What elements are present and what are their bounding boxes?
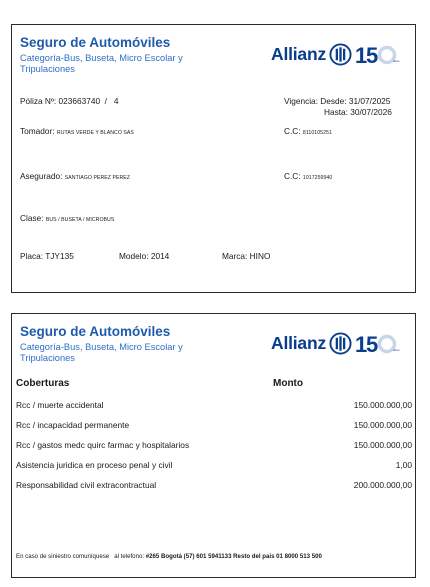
amount-header: Monto	[273, 378, 303, 389]
coverage-row	[16, 420, 412, 432]
coverage-name: Responsabilidad civil extracontractual	[16, 480, 157, 490]
coverage-name: Rcc / muerte accidental	[16, 400, 104, 410]
svg-text:1: 1	[355, 332, 368, 356]
anniversary-150-mark	[355, 41, 401, 67]
coverage-row	[16, 400, 412, 412]
svg-text:años: años	[393, 59, 400, 63]
coverage-amount: 150.000.000,00	[353, 420, 412, 430]
coverage-row	[16, 480, 412, 492]
coverage-row	[16, 440, 412, 452]
vehicle-model: Modelo: 2014	[119, 251, 170, 261]
coverages-header: Coberturas	[16, 378, 70, 389]
policyholder: Tomador: RUTAS VERDE Y BLANCO SAS	[20, 126, 134, 136]
brand-name: Allianz	[271, 43, 326, 64]
svg-text:5: 5	[366, 43, 379, 67]
validity-from: Vigencia: Desde: 31/07/2025	[284, 96, 391, 106]
vehicle-brand: Marca: HINO	[222, 251, 271, 261]
card-title: Seguro de Automóviles	[20, 35, 171, 50]
card-subtitle: Categoría-Bus, Buseta, Micro Escolar y Tripulaciones	[20, 342, 183, 363]
coverage-card	[11, 313, 416, 578]
validity-to: Hasta: 30/07/2026	[324, 107, 392, 117]
policyholder-id: C.C: 8110105251	[284, 126, 332, 136]
card-title: Seguro de Automóviles	[20, 324, 171, 339]
vehicle-plate: Placa: TJY135	[20, 251, 74, 261]
coverage-amount: 1,00	[395, 460, 412, 470]
svg-text:1: 1	[355, 43, 368, 67]
coverage-name: Rcc / incapacidad permanente	[16, 420, 130, 430]
insured: Asegurado: SANTIAGO PEREZ PEREZ	[20, 171, 131, 181]
vehicle-class: Clase: BUS / BUSETA / MICROBUS	[20, 213, 115, 223]
coverage-row	[16, 460, 412, 472]
svg-text:años: años	[393, 348, 400, 352]
coverage-name: Rcc / gastos medc quirc farmac y hospitalarios	[16, 440, 190, 450]
anniversary-150-mark	[355, 330, 401, 356]
brand-name: Allianz	[271, 332, 326, 353]
allianz-eagle-icon	[329, 332, 352, 355]
allianz-logo	[271, 330, 401, 356]
policy-number: Póliza Nº: 023663740 / 4	[20, 96, 119, 106]
svg-text:5: 5	[366, 332, 379, 356]
coverage-amount: 150.000.000,00	[353, 400, 412, 410]
allianz-logo	[271, 41, 401, 67]
policy-card	[11, 24, 416, 293]
coverage-name: Asistencia juridica en proceso penal y civil	[16, 460, 173, 470]
claims-contact: En caso de siniestro comuníquese al telefono: #265 Bogotá (57) 601 5941133 Resto del país 01 8000 513 500	[16, 553, 322, 560]
coverage-amount: 150.000.000,00	[353, 440, 412, 450]
card-subtitle: Categoría-Bus, Buseta, Micro Escolar y Tripulaciones	[20, 53, 183, 74]
allianz-eagle-icon	[329, 43, 352, 66]
insured-id: C.C: 1017259940	[284, 171, 333, 181]
coverage-amount: 200.000.000,00	[353, 480, 412, 490]
